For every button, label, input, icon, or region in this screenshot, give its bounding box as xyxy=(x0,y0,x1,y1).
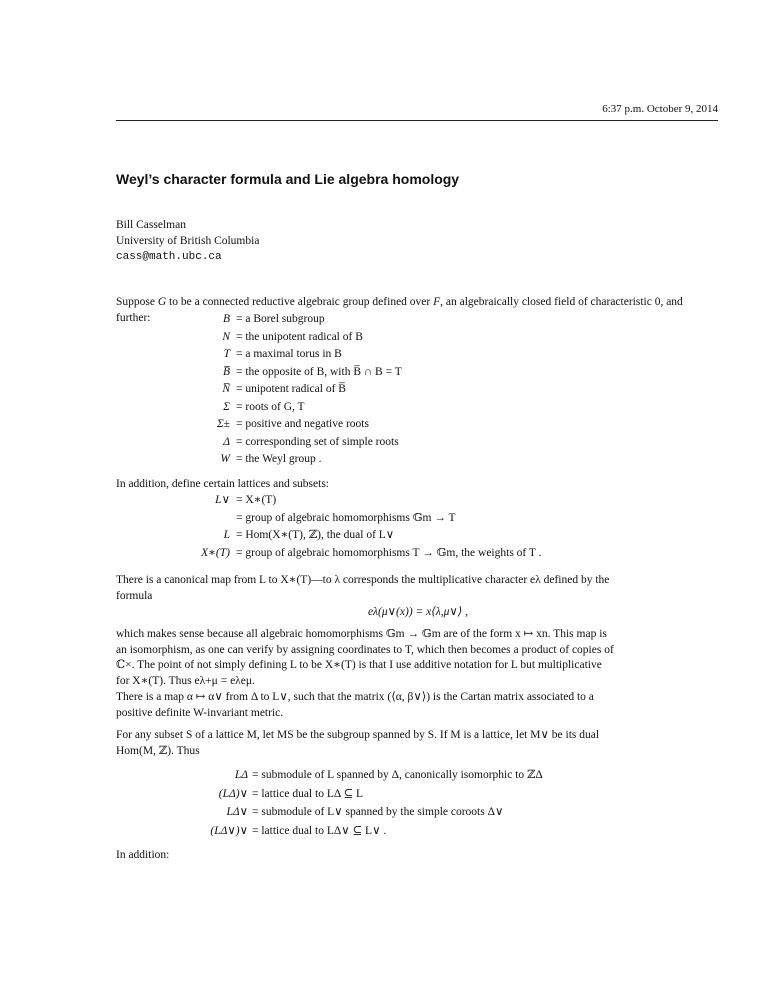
canonical-map-paragraph: There is a canonical map from L to X∗(T)—to λ corresponds the multiplicative character eλ defined by the formula xyxy=(116,574,610,602)
canonical-map-continuation: which makes sense because all algebraic homomorphisms 𝔾m → 𝔾m are of the form x ↦ xn. This map is an isomorphism, as one can verify by assigning coordinates to T, which then becomes a product of copies of ℂ×. The point of not simply defining L to be X∗(T) is that I use additive notation for L but multiplicative for X∗(T). Thus eλ+μ = eλeμ. xyxy=(116,628,614,687)
paper-title: Weyl’s character formula and Lie algebra homology xyxy=(116,171,460,187)
author-affiliation: University of British Columbia xyxy=(116,235,260,247)
submodule-list: LΔ = submodule of L spanned by Δ, canonically isomorphic to ℤΔ (LΔ)∨ = lattice dual to LΔ ⊆ L LΔ∨ = submodule of L∨ spanned by the simple coroots Δ∨ (LΔ∨)∨ = lattice dual to LΔ∨ ⊆ L∨ . xyxy=(210,769,543,837)
definition-list: B = a Borel subgroup N = the unipotent radical of B T = a maximal torus in B B̅ = the opposite of B, with B̅ ∩ B = T N̅ = unipotent radical of B̅ Σ = roots of G, T Σ± = positive and negative roots Δ = corresponding set of simple roots W = the Weyl group . xyxy=(216,313,402,465)
page-header-timestamp: 6:37 p.m. October 9, 2014 xyxy=(602,103,718,115)
character-formula: eλ(μ∨(x)) = x⟨λ,μ∨⟩ , xyxy=(367,606,469,618)
author-email[interactable]: cass@math.ubc.ca xyxy=(116,251,222,263)
closing-line: In addition: xyxy=(116,849,170,861)
author-block xyxy=(116,217,259,265)
cartan-paragraph: There is a map α ↦ α∨ from Δ to L∨, such that the matrix (⟨α, β∨⟩) is the Cartan matrix associated to a positive definite W-invariant metric. xyxy=(116,691,594,719)
subset-paragraph: For any subset S of a lattice M, let MS be the subgroup spanned by S. If M is a lattice, let M∨ be its dual Hom(M, ℤ). Thus xyxy=(116,729,600,757)
lattices-intro: In addition, define certain lattices and subsets: xyxy=(116,478,330,490)
header-rule xyxy=(116,120,718,121)
intro-paragraph: Suppose G to be a connected reductive algebraic group defined over F, an algebraically closed field of characteristic 0, and further: xyxy=(116,296,683,324)
author-name: Bill Casselman xyxy=(116,219,186,231)
lattice-list: L∨ = X∗(T) = group of algebraic homomorphisms 𝔾m → T L = Hom(X∗(T), ℤ), the dual of L∨ X∗(T) = group of algebraic homomorphisms T → 𝔾m, the weights of T . xyxy=(201,494,542,559)
